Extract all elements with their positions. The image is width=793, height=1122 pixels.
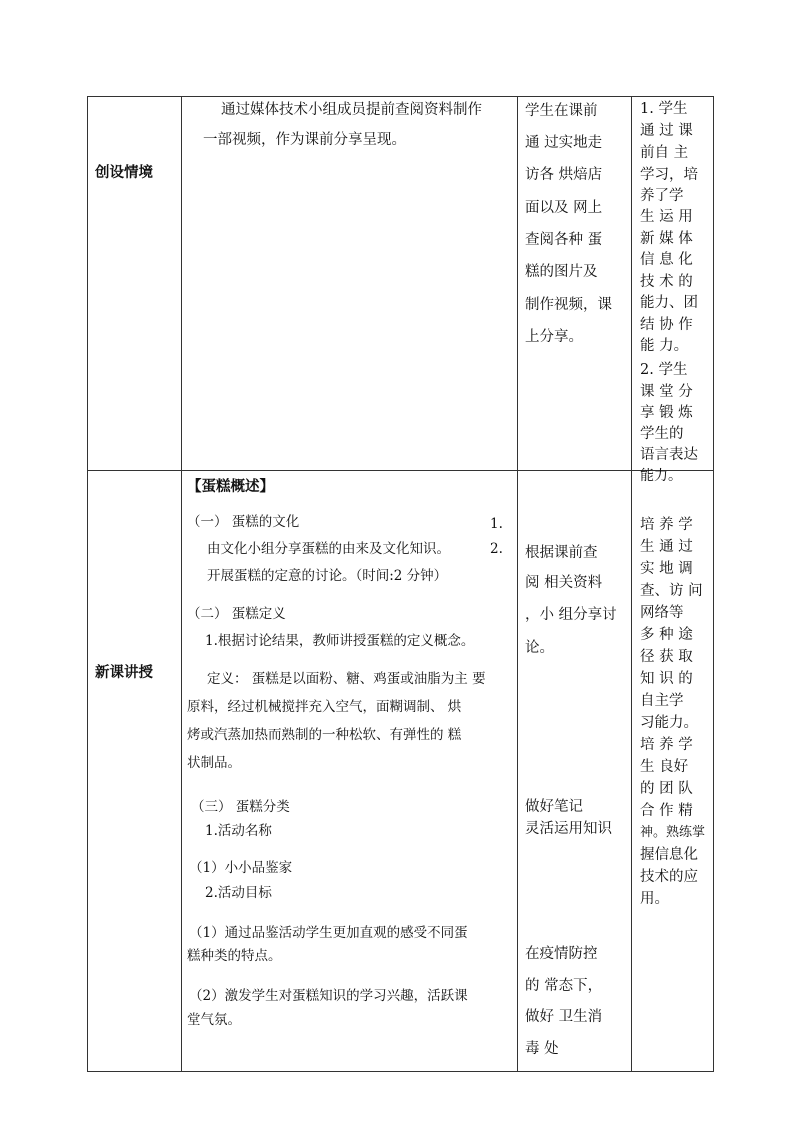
row1-student-line: 糕的图片及 — [525, 264, 598, 280]
s3-line-4: （1）通过品鉴活动学生更加直观的感受不同蛋 — [189, 925, 468, 941]
row1-intent-line: 能力、团 — [640, 295, 698, 311]
table-right-border — [713, 96, 714, 1072]
row1-intent-line: 信 息 化 — [640, 252, 693, 268]
row1-student-line: 面以及 网上 — [525, 200, 603, 216]
definition-line-1: 定义： 蛋糕是以面粉、糖、鸡蛋或油脂为主 要 — [207, 671, 486, 687]
row1-intent-line: 学习，培 — [640, 167, 698, 183]
row2-student-line: 根据课前查 — [525, 545, 598, 561]
row1-intent-line: 新 媒 体 — [640, 231, 693, 247]
row1-student-line: 查阅各种 蛋 — [525, 232, 603, 248]
row2-intent-line: 用。 — [640, 891, 669, 907]
definition-line-4: 状制品。 — [187, 755, 241, 771]
row1-student-line: 访各 烘焙店 — [525, 167, 603, 183]
row2-intent-line: 多 种 途 — [640, 627, 693, 643]
row1-student-line: 通 过实地走 — [525, 135, 603, 151]
row1-student-line: 制作视频，课 — [525, 297, 612, 313]
row2-student-line: 灵活运用知识 — [525, 821, 612, 837]
s1-line-2: 开展蛋糕的定意的讨论。（时间:2 分钟） — [207, 568, 448, 584]
section-heading: 【蛋糕概述】 — [187, 479, 274, 495]
row1-label: 创设情境 — [95, 165, 153, 181]
lesson-plan-table — [87, 96, 714, 1072]
row1-intent-line: 养了学 — [640, 188, 684, 204]
s3-line-7: 堂气氛。 — [187, 1012, 241, 1028]
row1-intent-line: 技 术 的 — [640, 274, 693, 290]
s3-line-2: （1）小小品鉴家 — [189, 860, 293, 876]
row2-intent-line: 知 识 的 — [640, 671, 693, 687]
row2-intent-line: 的 团 队 — [640, 781, 693, 797]
column-divider-3 — [631, 96, 632, 1072]
row2-student-line: ，小 组分享讨 — [525, 607, 617, 623]
subsection-title-2: （二） 蛋糕定义 — [187, 606, 286, 622]
column-divider-1 — [181, 96, 182, 1072]
row2-student-line: 论。 — [525, 640, 554, 656]
row2-intent-line: 径 获 取 — [640, 649, 693, 665]
list-number-1: 1. — [490, 516, 503, 532]
s3-line-1: 1.活动名称 — [205, 823, 272, 839]
row1-student-line: 学生在课前 — [525, 103, 598, 119]
row1-intent-line: 能 力。 — [640, 338, 689, 354]
row1-content-line-1: 通过媒体技术小组成员提前查阅资料制作 — [221, 102, 482, 118]
row1-intent-line: 前自 主 — [640, 145, 689, 161]
list-number-2: 2. — [490, 541, 503, 557]
row1-intent-line: 通 过 课 — [640, 123, 693, 139]
row2-intent-line: 握信息化 — [640, 847, 698, 863]
definition-line-2: 原料，经过机械搅拌充入空气，面糊调制、 烘 — [187, 699, 462, 715]
row2-student-line: 做好 卫生消 — [525, 1009, 603, 1025]
row1-intent-line: 2. 学生 — [640, 362, 688, 378]
s2-line-1: 1.根据讨论结果，教师讲授蛋糕的定义概念。 — [205, 633, 475, 649]
row2-student-line: 做好笔记 — [525, 799, 583, 815]
row2-intent-line: 网络等 — [640, 605, 684, 621]
table-left-border — [87, 96, 88, 1072]
column-divider-2 — [517, 96, 518, 1072]
row2-intent-line: 培 养 学 — [640, 517, 693, 533]
row2-intent-line: 培 养 学 — [640, 737, 693, 753]
row2-intent-line: 合 作 精 — [640, 803, 693, 819]
row2-label: 新课讲授 — [95, 665, 153, 681]
row1-intent-line: 课 堂 分 — [640, 384, 693, 400]
s3-line-3: 2.活动目标 — [205, 885, 272, 901]
row2-student-line: 阅 相关资料 — [525, 575, 603, 591]
row2-intent-line: 查、访 问 — [640, 583, 703, 599]
row1-intent-line: 生 运 用 — [640, 209, 693, 225]
row1-intent-line: 学生的 — [640, 426, 684, 442]
row2-student-line: 的 常态下， — [525, 978, 603, 994]
row2-intent-line: 习能力。 — [640, 715, 698, 731]
row1-intent-line: 语言表达 — [640, 447, 698, 463]
row2-intent-line: 生 通 过 — [640, 539, 693, 555]
s3-line-5: 糕种类的特点。 — [187, 948, 282, 964]
row1-intent-line: 享 锻 炼 — [640, 405, 693, 421]
row2-intent-line: 生 良好 — [640, 759, 689, 775]
row1-student-line: 上分享。 — [525, 329, 583, 345]
definition-line-3: 烤或汽蒸加热而熟制的一种松软、有弹性的 糕 — [187, 727, 462, 743]
row1-intent-line: 能力。 — [640, 468, 682, 484]
subsection-title-3: （三） 蛋糕分类 — [191, 799, 290, 815]
row2-intent-line: 实 地 调 — [640, 561, 693, 577]
row2-intent-line: 自主学 — [640, 693, 684, 709]
row1-intent-line: 1. 学生 — [640, 101, 688, 117]
row2-student-line: 在疫情防控 — [525, 946, 598, 962]
subsection-title-1: （一） 蛋糕的文化 — [187, 514, 300, 530]
row1-intent-line: 结 协 作 — [640, 317, 693, 333]
s1-line-1: 由文化小组分享蛋糕的由来及文化知识。 — [207, 541, 450, 557]
row2-intent-line: 技术的应 — [640, 869, 698, 885]
row2-intent-line: 神。熟练掌 — [640, 825, 706, 840]
row1-content-line-2: 一部视频，作为课前分享呈现。 — [203, 132, 406, 148]
s3-line-6: （2）激发学生对蛋糕知识的学习兴趣，活跃课 — [189, 988, 468, 1004]
row2-student-line: 毒 处 — [525, 1041, 559, 1057]
